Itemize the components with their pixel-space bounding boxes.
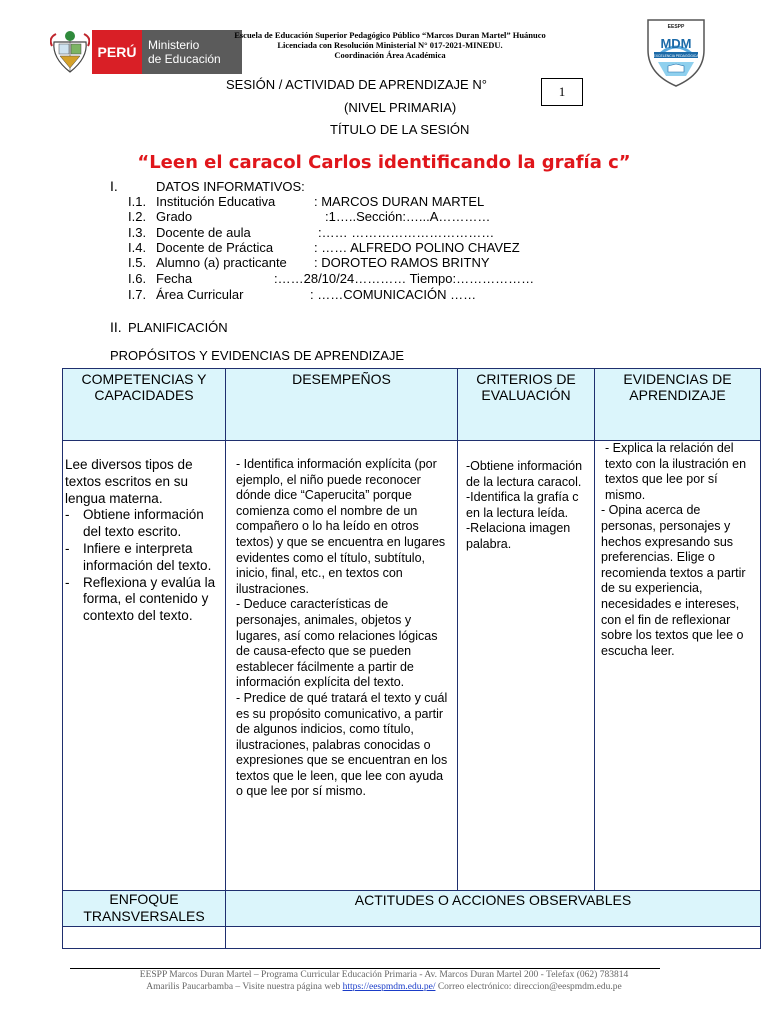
evidencias-cell (595, 441, 761, 891)
website-link[interactable]: https://eespmdm.edu.pe/ (342, 982, 436, 992)
propositos-heading: PROPÓSITOS Y EVIDENCIAS DE APRENDIZAJE (110, 348, 405, 363)
datos-num: I.2. (128, 209, 147, 224)
empty-cell (226, 927, 761, 949)
header-competencias: COMPETENCIAS Y CAPACIDADES (63, 369, 226, 441)
school-shield-logo (640, 14, 712, 88)
peru-coat-of-arms-icon (50, 28, 90, 74)
header-evidencias: EVIDENCIAS DE APRENDIZAJE (595, 369, 761, 441)
datos-label: Institución Educativa (156, 194, 276, 209)
datos-value: : DOROTEO RAMOS BRITNY (314, 255, 490, 270)
desempeno-item: - Deduce características de personajes, animales, objetos y lugares, así como relaciones lógicas de causa-efecto que se pueden establecer fácilmente a partir de información explícita del texto. (236, 597, 438, 690)
datos-heading: DATOS INFORMATIVOS: (156, 179, 305, 194)
enfoque-row (63, 891, 761, 927)
header-criterios: CRITERIOS DE EVALUACIÓN (458, 369, 595, 441)
criterio-item: -Obtiene información de la lectura caracol. (466, 459, 583, 489)
section-number-ii: II. (110, 319, 122, 335)
shield-top-text: EESPP (667, 24, 685, 30)
competencias-cell (63, 441, 226, 891)
criterio-item: -Relaciona imagen palabra. (466, 521, 571, 551)
list-item: - Obtiene información del texto escrito. (65, 507, 204, 540)
section-number-i: I. (110, 178, 118, 194)
session-label: SESIÓN / ACTIVIDAD DE APRENDIZAJE N° (226, 77, 487, 92)
datos-num: I.4. (128, 240, 147, 255)
shield-banner-text: EXCELENCIA PEDAGÓGICA (653, 53, 699, 58)
evidencia-item: - Explica la relación del texto con la ilustración en textos que lee por sí mismo. (605, 441, 747, 502)
datos-label: Fecha (156, 271, 193, 286)
datos-label: Docente de aula (156, 225, 251, 240)
footer-email: Correo electrónico: direccion@eespmdm.edu.pe (437, 982, 622, 992)
school-coordination: Coordinación Área Académica (334, 50, 446, 60)
datos-num: I.3. (128, 225, 147, 240)
datos-label: Área Curricular (156, 287, 244, 302)
capacidad-text: Reflexiona y evalúa la forma, el contenido y contexto del texto. (83, 574, 216, 624)
datos-label: Docente de Práctica (156, 240, 274, 255)
footer-line-1: EESPP Marcos Duran Martel – Programa Curricular Educación Primaria - Av. Marcos Duran Martel 200 - Telefax (062) 783814 (139, 970, 629, 980)
datos-num: I.5. (128, 255, 147, 270)
empty-cell (63, 927, 226, 949)
datos-label: Grado (156, 209, 193, 224)
actitudes-label: ACTITUDES O ACCIONES OBSERVABLES (226, 891, 761, 927)
datos-value: : MARCOS DURAN MARTEL (314, 194, 485, 209)
evidencia-item: - Opina acerca de personas, personajes y hechos expresando sus preferencias. Elige o recomienda textos a partir de su experiencia, necesidades e intereses, con el fin de reflexionar sobre los textos que lee o escucha leer. (601, 503, 746, 658)
competencia-main: Lee diversos tipos de textos escritos en su lengua materna. (65, 457, 193, 506)
capacidad-text: Obtiene información del texto escrito. (83, 507, 204, 540)
session-title: “Leen el caracol Carlos identificando la grafía c” (137, 152, 631, 173)
shield-mid-text: MDM (660, 36, 692, 51)
datos-num: I.7. (128, 287, 147, 302)
datos-label: Alumno (a) practicante (156, 255, 287, 270)
session-number: 1 (541, 78, 583, 106)
planificacion-heading: PLANIFICACIÓN (128, 320, 228, 335)
datos-value: : ……COMUNICACIÓN …… (310, 287, 477, 302)
ministry-line-1: Ministerio (148, 38, 200, 52)
datos-num: I.1. (128, 194, 147, 209)
session-level: (NIVEL PRIMARIA) (344, 100, 457, 115)
footer-prefix: Amarilis Paucarbamba – Visite nuestra página web (146, 982, 341, 992)
criterio-item: -Identifica la grafía c en la lectura leída. (466, 490, 579, 520)
header-desempenos: DESEMPEÑOS (226, 369, 458, 441)
session-title-label: TÍTULO DE LA SESIÓN (330, 122, 470, 137)
ministry-line-2: de Educación (148, 52, 221, 66)
peru-logo: PERÚ (92, 30, 142, 74)
footer-divider (70, 968, 660, 969)
table-row (63, 927, 761, 949)
criterios-cell (458, 441, 595, 891)
table-header-row (63, 369, 761, 441)
desempeno-item: - Predice de qué tratará el texto y cuál es su propósito comunicativo, a partir de algunos indicios, como título, ilustraciones, palabras conocidas o expresiones que se encuentran en los textos que le leen, que lee con ayuda o que lee por sí mismo. (236, 690, 448, 799)
purposes-table (62, 368, 761, 949)
desempeno-item: - Identifica información explícita (por ejemplo, el niño puede reconocer dónde dice “Caperucita” porque comienza como el nombre de un compañero o lo ha leído en otros textos) y que se encuentra en lugares evidentes como el título, subtítulo, inicio, final, etc., en textos con ilustraciones. (236, 457, 446, 596)
datos-value: :……28/10/24………… Tiempo:……………… (274, 271, 535, 286)
list-item: - Infiere e interpreta información del texto. (65, 540, 212, 573)
datos-value: :1…..Sección:…...A………… (325, 209, 491, 224)
school-name: Escuela de Educación Superior Pedagógico Público “Marcos Duran Martel” Huánuco (234, 30, 546, 40)
desempenos-cell (226, 441, 458, 891)
datos-value: : …… ALFREDO POLINO CHAVEZ (314, 240, 520, 255)
list-item: - Reflexiona y evalúa la forma, el contenido y contexto del texto. (65, 574, 216, 624)
school-license: Licenciada con Resolución Ministerial N° 017-2021-MINEDU. (277, 40, 503, 50)
datos-num: I.6. (128, 271, 147, 286)
school-header (215, 30, 565, 60)
datos-value: :…… …………………………… (318, 225, 495, 240)
table-row (63, 441, 761, 891)
enfoque-label: ENFOQUE TRANSVERSALES (63, 891, 226, 927)
capacidad-text: Infiere e interpreta información del texto. (83, 540, 212, 573)
footer-line-2 (0, 982, 768, 992)
